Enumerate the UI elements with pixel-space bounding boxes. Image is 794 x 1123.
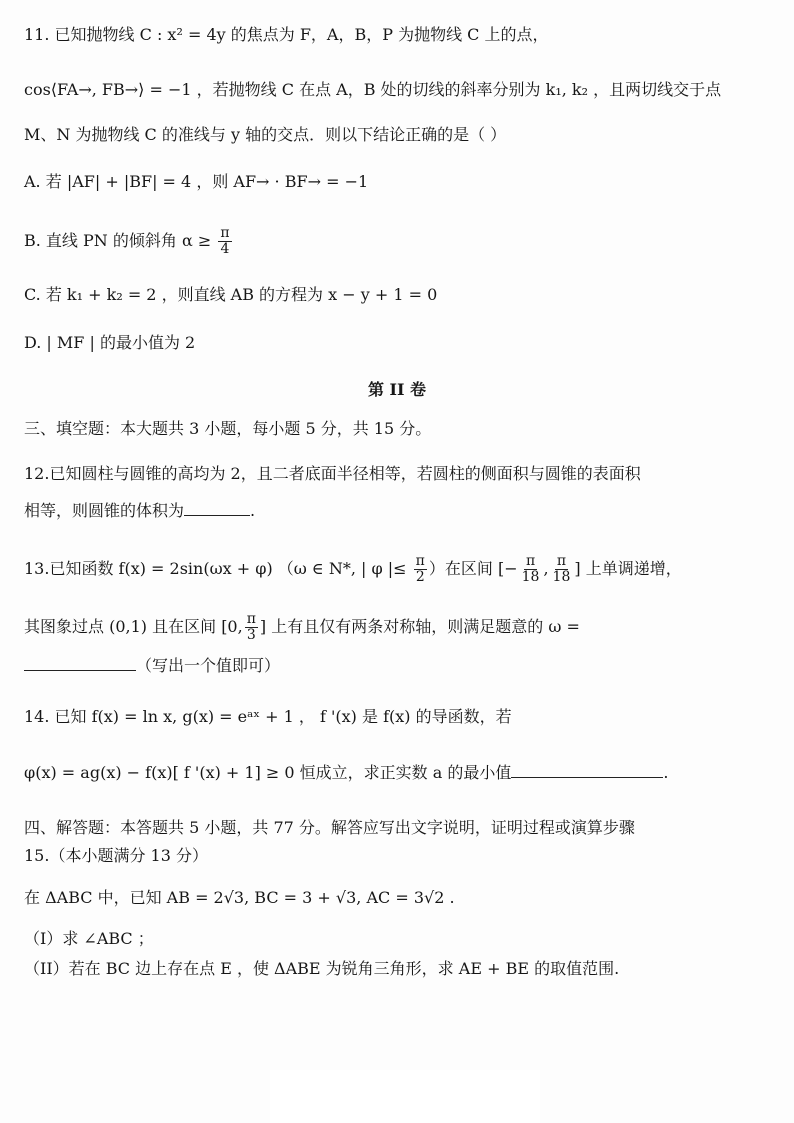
fraction-numerator: π	[220, 225, 230, 241]
answer-blank	[24, 656, 136, 671]
q13-fraction-1	[414, 554, 427, 585]
fraction-denominator: 18	[552, 569, 571, 585]
q13-line2	[24, 612, 774, 643]
q11-line1: 11. 已知抛物线 C : x² = 4y 的焦点为 F，A，B，P 为抛物线 C 上的点，	[24, 25, 549, 44]
fraction-numerator: π	[525, 553, 536, 569]
q13-line3	[24, 655, 774, 677]
q12-line2	[24, 500, 774, 522]
q11-line2: cos⟨FA→, FB→⟩ = −1 ，若抛物线 C 在点 A，B 处的切线的斜率分别为 k₁, k₂ ，且两切线交于点	[24, 80, 722, 99]
q15-statement: 在 ΔABC 中，已知 AB = 2√3, BC = 3 + √3, AC = 3√2 .	[24, 888, 455, 907]
q14-line2	[24, 762, 774, 784]
q13-line2-part1: 其图象过点 (0,1) 且在区间 [0,	[24, 617, 243, 636]
q13-separator: ,	[543, 559, 549, 578]
section-heading-solutions: 四、解答题：本答题共 5 小题，共 77 分。解答应写出文字说明，证明过程或演算步骤	[24, 818, 635, 837]
q14-line1: 14. 已知 f(x) = ln x, g(x) = eᵃˣ + 1 ， f '(x) 是 f(x) 的导函数，若	[24, 707, 512, 726]
q13-line2-part2: ] 上有且仅有两条对称轴，则满足题意的 ω =	[259, 617, 580, 636]
q11-option-d: D. | MF | 的最小值为 2	[24, 333, 196, 352]
q15-header: 15.（本小题满分 13 分）	[24, 846, 208, 865]
part-title: 第 II 卷	[367, 380, 427, 399]
q13-part3: ] 上单调递增，	[574, 559, 682, 578]
q15-part2: （II）若在 BC 边上存在点 E ，使 ΔABE 为锐角三角形，求 AE + BE 的取值范围.	[24, 959, 620, 978]
q11-option-c: C. 若 k₁ + k₂ = 2 ，则直线 AB 的方程为 x − y + 1 = 0	[24, 285, 438, 304]
q12-line2-end: .	[250, 501, 256, 520]
fraction-denominator: 2	[415, 569, 425, 585]
fraction-numerator: π	[246, 611, 256, 627]
scan-blank-area	[270, 1070, 540, 1123]
answer-blank	[184, 501, 250, 516]
fraction-numerator: π	[415, 553, 425, 569]
q11-option-b-fraction	[218, 226, 231, 257]
q15-part1: （I）求 ∠ABC ；	[24, 929, 154, 948]
q12-line1: 12.已知圆柱与圆锥的高均为 2，且二者底面半径相等，若圆柱的侧面积与圆锥的表面积	[24, 464, 641, 483]
section-heading-fill-in: 三、填空题：本大题共 3 小题，每小题 5 分，共 15 分。	[24, 419, 432, 438]
q14-line2-text: φ(x) = ag(x) − f(x)[ f '(x) + 1] ≥ 0 恒成立，求正实数 a 的最小值	[24, 763, 512, 782]
q13-fraction-3	[551, 554, 573, 585]
q11-option-a: A. 若 |AF| + |BF| = 4 ，则 AF→ · BF→ = −1	[24, 172, 369, 191]
q13-line3-text: （写出一个值即可）	[136, 656, 281, 675]
fraction-denominator: 18	[521, 569, 540, 585]
q13-part1: 13.已知函数 f(x) = 2sin(ωx + φ) （ω ∈ N*, | φ |≤	[24, 559, 407, 578]
fraction-denominator: 3	[246, 627, 256, 643]
q13-part2: ）在区间 [−	[428, 559, 518, 578]
answer-blank	[511, 763, 663, 778]
fraction-numerator: π	[556, 553, 567, 569]
fraction-denominator: 4	[220, 241, 230, 257]
q11-line3: M、N 为抛物线 C 的准线与 y 轴的交点．则以下结论正确的是（ ）	[24, 125, 507, 144]
q11-option-b	[24, 226, 774, 257]
q11-option-b-text: B. 直线 PN 的倾斜角 α ≥	[24, 231, 212, 250]
q14-line2-end: .	[663, 763, 669, 782]
q13-fraction-2	[520, 554, 542, 585]
q13-line1	[24, 554, 774, 585]
q13-fraction-4	[245, 612, 258, 643]
q12-line2-text: 相等，则圆锥的体积为	[24, 501, 185, 520]
